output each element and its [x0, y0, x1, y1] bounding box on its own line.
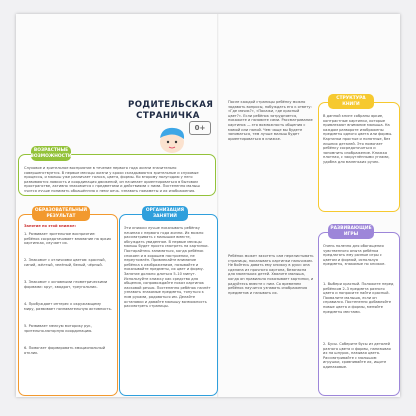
child-character-illustration	[154, 124, 190, 154]
result-item-5: 5. Развивает мелкую моторику рук, зрительно-моторную координацию.	[24, 324, 93, 333]
page-title: РОДИТЕЛЬСКАЯ СТРАНИЧКА	[128, 100, 214, 121]
middle-text-1: После каждой страницы ребёнку можно задавать вопросы, побуждать его к ответу: «Где мячик?», «Покажи, где красный цвет?». Если ребёнок затрудняется, покажите и назовите сами. Рассматривание картинок — это возможность общения с мамой или папой. Чем чаще вы будете заниматься, тем лучше малыш будет ориентироваться в книжке.	[228, 100, 313, 141]
result-item-2: 2. Знакомит с отличиями цветов: красный, синий, жёлтый, зелёный, белый, чёрный.	[24, 258, 106, 267]
age-capabilities-label: ВОЗРАСТНЫЕ ВОЗМОЖНОСТИ	[31, 146, 71, 161]
result-item-3: 3. Знакомит с основными геометрическими формами: круг, квадрат, треугольник.	[24, 280, 108, 289]
age-badge: 0+	[189, 121, 211, 135]
games-item-2: 2. Бусы. Соберите бусы из деталей разного цвета и формы, нанизывая их на шнурок, называя цвета. Рассматривайте с малышом игрушки, сравнивайте их, ищите одинаковые.	[323, 342, 391, 369]
age-capabilities-text: Слуховое и зрительное восприятие в течение первого года жизни значительно совершенствуется. В первые месяцы жизни у крохи складываются зрительные и слуховые процессы, и малыш уже различает голоса, цвета, формы. Ко второму полугодию у него развиваются ловкость и координация движений, он начинает ориентироваться в бытовом пространстве, активно знакомится с предметами и действиями с ними. Постепенно малыш учится лучше понимать обращённую к нему речь, узнавать предметы и их изображения.	[24, 166, 200, 192]
result-intro: Занятие по этой книжке:	[24, 224, 77, 228]
spread-page	[16, 14, 400, 397]
games-item-1: 1. Выбери красный. Положите перед ребёнком 2–3 предмета разного цвета и попросите найти красный. Похвалите малыша, если он справился. Постепенно добавляйте новые цвета и формы, меняйте предметы местами.	[323, 282, 394, 314]
decor-dots	[399, 341, 400, 353]
organization-label: ОРГАНИЗАЦИЯ ЗАНЯТИЙ	[142, 206, 188, 221]
result-label: ОБРАЗОВАТЕЛЬНЫЙ РЕЗУЛЬТАТ	[32, 206, 90, 221]
organization-text: Эти книжки лучше показывать ребёнку начиная с первого года жизни. Их можно рассматривать с малышом вместе, обсуждать увиденное. В первые месяцы малыш будет просто смотреть на картинки. Постарайтесь заниматься, когда ребёнок спокоен и в хорошем настроении, не переутомлён. Привлекайте внимание ребёнка к изображениям, называйте и показывайте предметы, их цвет и форму. Занятие должно длиться 5–10 минут. Используйте книжку как средство для общения, сопровождайте показ картинок ласковой речью. Постепенно ребёнок начнёт узнавать знакомые предметы, тянуться к ним руками, радоваться им. Делайте остановки и давайте малышу возможность рассмотреть страницы.	[124, 226, 211, 309]
result-item-6: 6. Помогает формировать эмоциональный отклик.	[24, 346, 106, 355]
structure-label: СТРУКТУРА КНИГИ	[328, 94, 374, 109]
structure-text: В данной книге собраны яркие, контрастные картинки, которые привлекают внимание малыша. На каждом развороте изображены предметы одного цвета или формы. Картинки простые и понятные, без лишних деталей. Это помогает ребёнку сосредоточиться и запомнить изображение. Книжка плотная, с закруглёнными углами, удобна для маленьких ручек.	[323, 114, 393, 164]
result-item-4: 4. Пробуждает интерес к окружающему миру, развивает познавательную активность.	[24, 302, 112, 311]
result-item-1: 1. Развивает зрительное восприятие: ребёнок сосредотачивает внимание на ярких картинках, изучает их.	[24, 232, 112, 246]
games-label: РАЗВИВАЮЩИЕ ИГРЫ	[328, 224, 374, 239]
games-intro: Очень полезно для обогащения чувственного опыта ребёнка предлагать ему разные игры с цветом и формой, используя предметы, знакомые по книжке.	[323, 244, 386, 267]
middle-text-2: Ребёнок может захотеть сам перелистывать страницы, показывать картинки пальчиком. Не бойтесь давать ему книжку в руки: она сделана из прочного картона, безопасна для маленьких детей. Хвалите малыша, когда он правильно показывает картинки, и радуйтесь вместе с ним. Со временем ребёнок научится узнавать изображения предметов и называть их.	[228, 254, 314, 295]
